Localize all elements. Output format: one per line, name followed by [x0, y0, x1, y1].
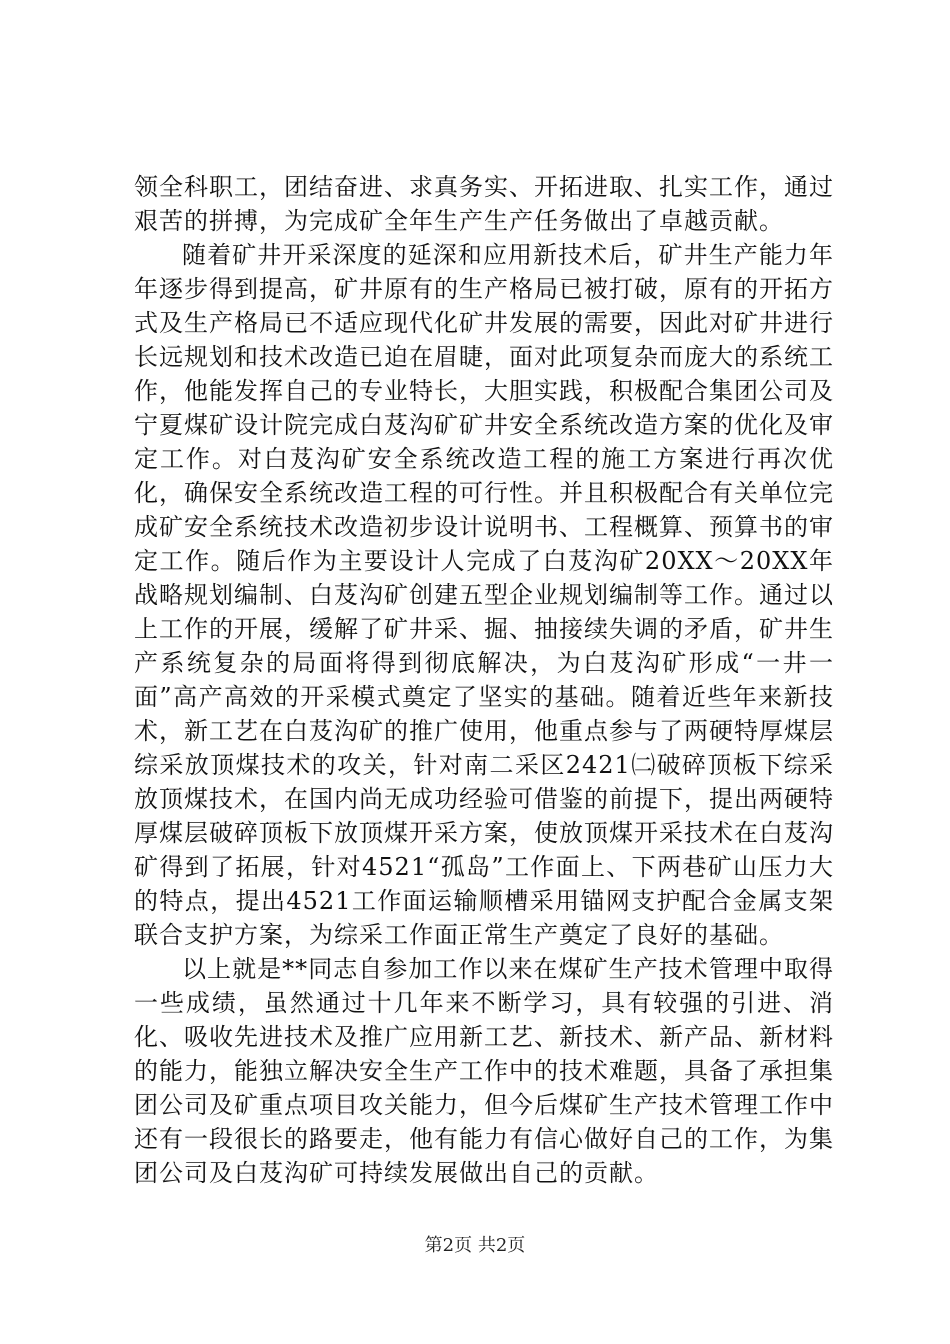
- paragraph-summary: 以上就是**同志自参加工作以来在煤矿生产技术管理中取得一些成绩，虽然通过十几年来不断学习，具有较强的引进、消化、吸收先进技术及推广应用新工艺、新技术、新产品、新材料的能力，能独立解决安全生产工作中的技术难题，具备了承担集团公司及矿重点项目攻关能力，但今后煤矿生产技术管理工作中还有一段很长的路要走，他有能力有信心做好自己的工作，为集团公司及白芨沟矿可持续发展做出自己的贡献。: [134, 955, 834, 1187]
- page-footer: 第2页 共2页: [424, 1235, 526, 1256]
- paragraph-technical-reform: 随着矿井开采深度的延深和应用新技术后，矿井生产能力年年逐步得到提高，矿井原有的生产格局已被打破，原有的开拓方式及生产格局已不适应现代化矿井发展的需要，因此对矿井进行长远规划和技术改造已迫在眉睫，面对此项复杂而庞大的系统工作，他能发挥自己的专业特长，大胆实践，积极配合集团公司及宁夏煤矿设计院完成白芨沟矿矿井安全系统改造方案的优化及审定工作。对白芨沟矿安全系统改造工程的施工方案进行再次优化，确保安全系统改造工程的可行性。并且积极配合有关单位完成矿安全系统技术改造初步设计说明书、工程概算、预算书的审定工作。随后作为主要设计人完成了白芨沟矿20XX～20XX年战略规划编制、白芨沟矿创建五型企业规划编制等工作。通过以上工作的开展，缓解了矿井采、掘、抽接续失调的矛盾，矿井生产系统复杂的局面将得到彻底解决，为白芨沟矿形成“一井一面”高产高效的开采模式奠定了坚实的基础。随着近些年来新技术，新工艺在白芨沟矿的推广使用，他重点参与了两硬特厚煤层综采放顶煤技术的攻关，针对南二采区2421㈡破碎顶板下综采放顶煤技术，在国内尚无成功经验可借鉴的前提下，提出两硬特厚煤层破碎顶板下放顶煤开采方案，使放顶煤开采技术在白芨沟矿得到了拓展，针对4521“孤岛”工作面上、下两巷矿山压力大的特点，提出4521工作面运输顺槽采用锚网支护配合金属支架联合支护方案，为综采工作面正常生产奠定了良好的基础。: [134, 241, 834, 949]
- paragraph-continuation: 领全科职工，团结奋进、求真务实、开拓进取、扎实工作，通过艰苦的拼搏，为完成矿全年生产生产任务做出了卓越贡献。: [134, 173, 834, 235]
- document-body: [134, 170, 834, 1190]
